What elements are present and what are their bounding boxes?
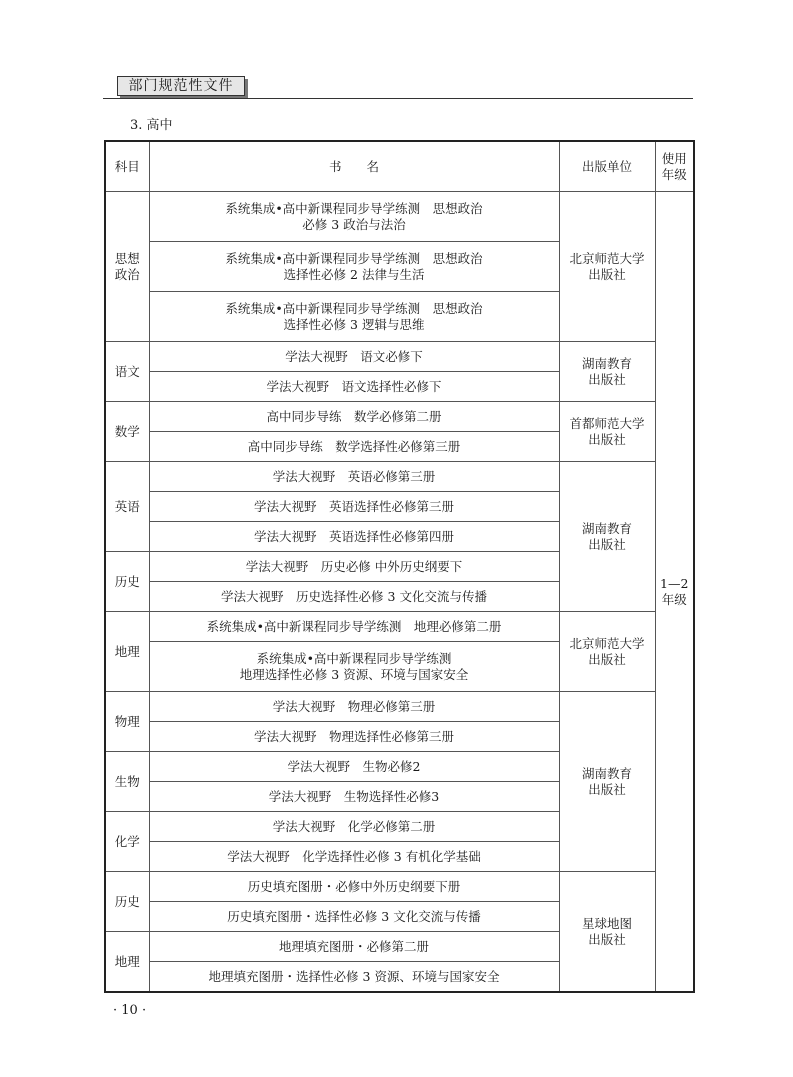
header-grade: 使用 年级	[655, 141, 694, 192]
subject-cell: 语文	[105, 342, 149, 402]
subject-cell: 数学	[105, 402, 149, 462]
book-cell: 学法大视野 物理选择性必修第三册	[149, 722, 559, 752]
table-row	[105, 612, 694, 642]
book-cell: 系统集成•高中新课程同步导学练测 思想政治 必修 3 政治与法治	[149, 192, 559, 242]
textbook-table	[104, 140, 695, 993]
section-title: 3. 高中	[130, 118, 173, 133]
header-rule	[103, 98, 693, 99]
book-cell: 学法大视野 物理必修第三册	[149, 692, 559, 722]
book-cell: 学法大视野 化学必修第二册	[149, 812, 559, 842]
book-cell: 学法大视野 历史必修 中外历史纲要下	[149, 552, 559, 582]
publisher-cell: 湖南教育 出版社	[559, 462, 655, 612]
header-publisher: 出版单位	[559, 141, 655, 192]
subject-cell: 地理	[105, 612, 149, 692]
table-row	[105, 402, 694, 432]
book-cell: 地理填充图册・选择性必修 3 资源、环境与国家安全	[149, 962, 559, 993]
publisher-cell: 星球地图 出版社	[559, 872, 655, 993]
header-book: 书 名	[149, 141, 559, 192]
table-row	[105, 872, 694, 902]
book-cell: 学法大视野 化学选择性必修 3 有机化学基础	[149, 842, 559, 872]
subject-cell: 英语	[105, 462, 149, 552]
book-cell: 地理填充图册・必修第二册	[149, 932, 559, 962]
subject-cell: 思想 政治	[105, 192, 149, 342]
book-cell: 学法大视野 英语选择性必修第三册	[149, 492, 559, 522]
book-cell: 高中同步导练 数学选择性必修第三册	[149, 432, 559, 462]
book-cell: 学法大视野 英语选择性必修第四册	[149, 522, 559, 552]
publisher-cell: 首都师范大学 出版社	[559, 402, 655, 462]
header-tag: 部门规范性文件	[117, 76, 245, 96]
book-cell: 系统集成•高中新课程同步导学练测 思想政治 选择性必修 2 法律与生活	[149, 242, 559, 292]
subject-cell: 历史	[105, 552, 149, 612]
publisher-cell: 北京师范大学 出版社	[559, 612, 655, 692]
page-number: · 10 ·	[113, 1003, 147, 1018]
subject-cell: 历史	[105, 872, 149, 932]
table-row	[105, 462, 694, 492]
table-row	[105, 692, 694, 722]
table-header-row	[105, 141, 694, 192]
book-cell: 历史填充图册・必修中外历史纲要下册	[149, 872, 559, 902]
grade-cell: 1—2 年级	[655, 192, 694, 993]
book-cell: 学法大视野 历史选择性必修 3 文化交流与传播	[149, 582, 559, 612]
table-row	[105, 342, 694, 372]
subject-cell: 生物	[105, 752, 149, 812]
subject-cell: 化学	[105, 812, 149, 872]
book-cell: 学法大视野 语文选择性必修下	[149, 372, 559, 402]
table-row	[105, 192, 694, 242]
book-cell: 高中同步导练 数学必修第二册	[149, 402, 559, 432]
book-cell: 学法大视野 英语必修第三册	[149, 462, 559, 492]
subject-cell: 物理	[105, 692, 149, 752]
publisher-cell: 湖南教育 出版社	[559, 692, 655, 872]
publisher-cell: 北京师范大学 出版社	[559, 192, 655, 342]
subject-cell: 地理	[105, 932, 149, 993]
book-cell: 学法大视野 生物选择性必修3	[149, 782, 559, 812]
header-subject: 科目	[105, 141, 149, 192]
book-cell: 学法大视野 生物必修2	[149, 752, 559, 782]
book-cell: 历史填充图册・选择性必修 3 文化交流与传播	[149, 902, 559, 932]
book-cell: 系统集成•高中新课程同步导学练测 地理选择性必修 3 资源、环境与国家安全	[149, 642, 559, 692]
publisher-cell: 湖南教育 出版社	[559, 342, 655, 402]
book-cell: 学法大视野 语文必修下	[149, 342, 559, 372]
book-cell: 系统集成•高中新课程同步导学练测 思想政治 选择性必修 3 逻辑与思维	[149, 292, 559, 342]
book-cell: 系统集成•高中新课程同步导学练测 地理必修第二册	[149, 612, 559, 642]
